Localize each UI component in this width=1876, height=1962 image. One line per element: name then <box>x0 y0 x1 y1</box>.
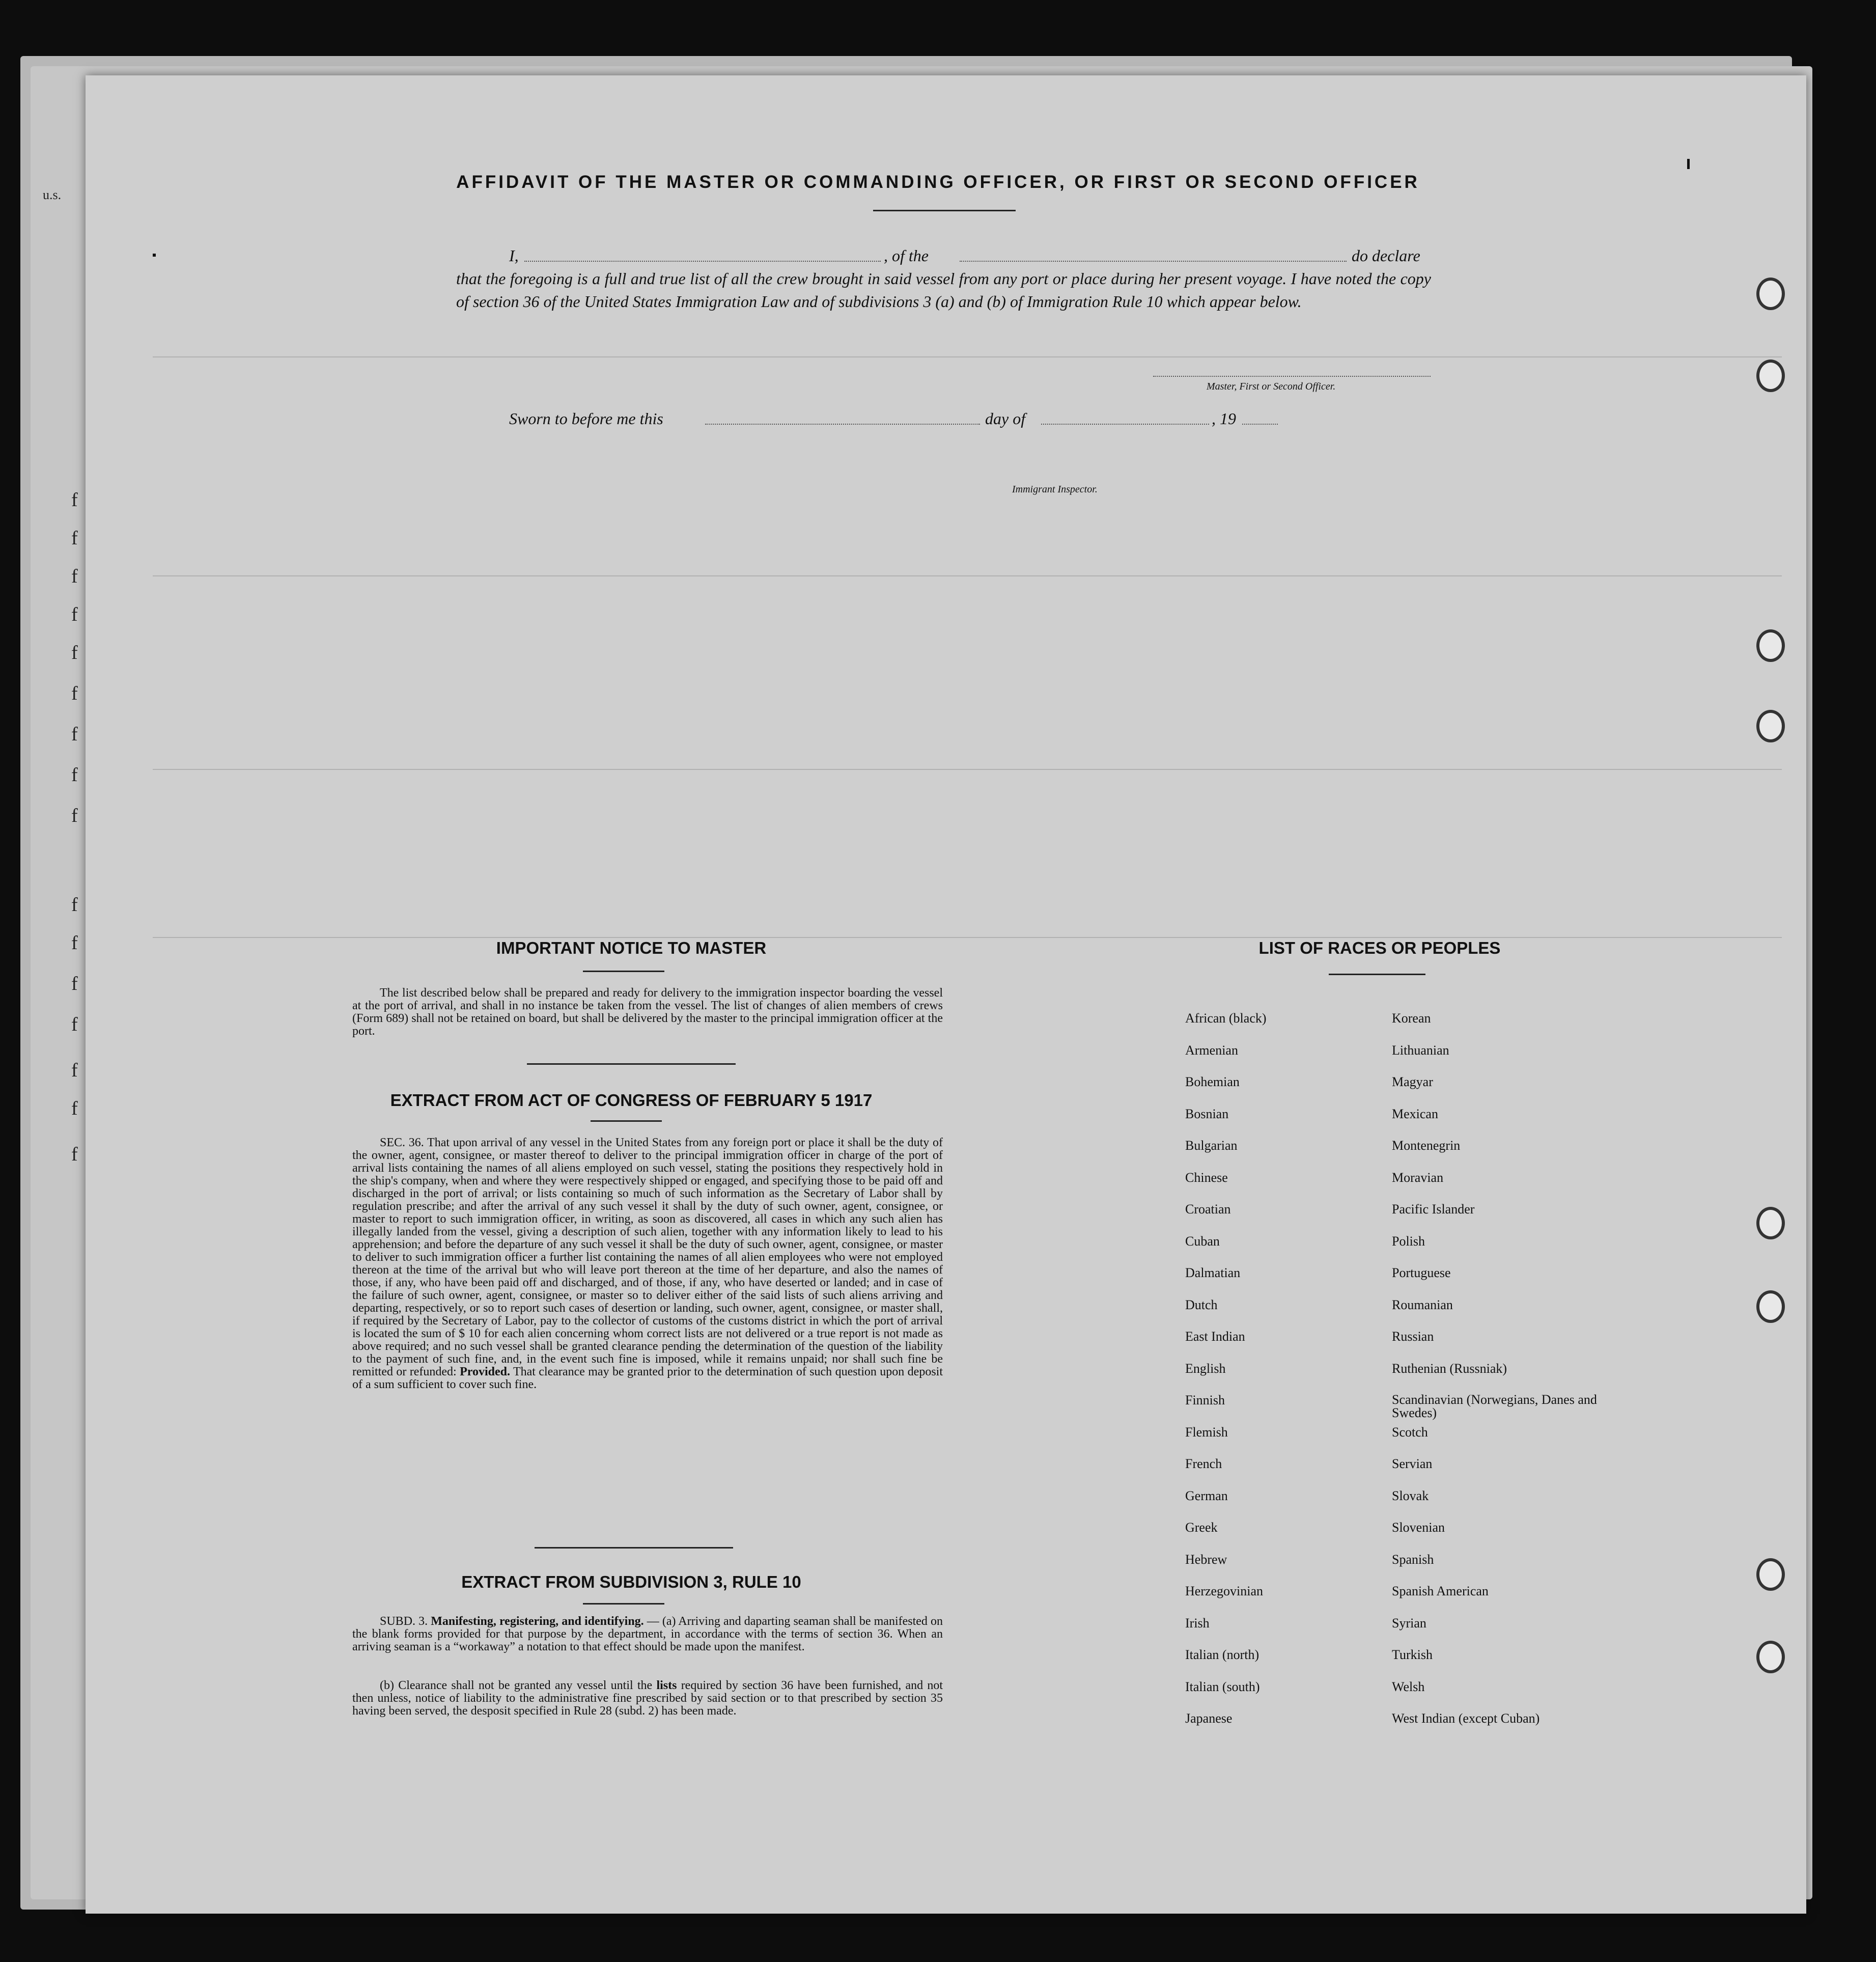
sworn-day-blank[interactable] <box>705 424 980 425</box>
bleed-line <box>153 575 1782 576</box>
subd-para-b-bold: lists <box>656 1679 677 1692</box>
race-entry: Korean <box>1392 1011 1431 1026</box>
race-entry: Italian (north) <box>1185 1647 1259 1662</box>
race-entry: Ruthenian (Russniak) <box>1392 1361 1507 1376</box>
races-rule <box>1329 974 1425 975</box>
race-entry: Armenian <box>1185 1042 1238 1058</box>
notice-title: IMPORTANT NOTICE TO MASTER <box>496 938 767 957</box>
master-signature-blank[interactable] <box>1153 376 1431 377</box>
divider <box>535 1547 733 1549</box>
binder-hole <box>1756 1290 1785 1323</box>
race-entry: Turkish <box>1392 1647 1433 1662</box>
race-entry: Lithuanian <box>1392 1042 1449 1058</box>
subd-para-b-end: required by section 36 have been furnished, and not then unless, notice of liability to the administrative fine prescribed by said section or to that prescribed by section 35 having been served, the desposit specified in Rule 28 (subd. 2) has been made. <box>352 1679 943 1718</box>
races-title: LIST OF RACES OR PEOPLES <box>1258 938 1501 957</box>
speck <box>1687 159 1690 169</box>
act-rule <box>591 1120 662 1122</box>
race-entry: German <box>1185 1488 1228 1503</box>
rule-para-a <box>352 1615 943 1653</box>
sworn-label: Sworn to before me this <box>509 409 663 428</box>
race-entry: Scandinavian (Norwegians, Danes and Swedes) <box>1392 1392 1597 1420</box>
race-entry: Moravian <box>1392 1170 1444 1185</box>
affidavit-body: that the foregoing is a full and true list of all the crew brought in said vessel from any port or place during her present voyage. I have noted the copy of section 36 of the United States Immigration Law and of subdivisions 3 (a) and (b) of Immigration Rule 10 which appear below. <box>456 269 1431 311</box>
rule-title: EXTRACT FROM SUBDIVISION 3, RULE 10 <box>461 1572 801 1591</box>
race-entry: Magyar <box>1392 1074 1433 1089</box>
race-entry: Servian <box>1392 1456 1433 1471</box>
month-blank[interactable] <box>1041 424 1209 425</box>
race-entry: West Indian (except Cuban) <box>1392 1711 1540 1726</box>
race-entry: Cuban <box>1185 1233 1220 1249</box>
year-label: , 19 <box>1212 409 1236 428</box>
subd-heading: Manifesting, registering, and identifying. <box>431 1615 644 1628</box>
edge-mark: f <box>71 566 78 587</box>
notice-body: The list described below shall be prepared and ready for delivery to the immigration inspector boarding the vessel at the port of arrival, and shall in no instance be taken from the vessel. The list of changes of alien members of crews (Form 689) shall not be retained on board, but shall be delivered by the master to the principal immigration officer at the port. <box>352 986 943 1038</box>
races-left-column <box>1185 1011 1379 1744</box>
bleed-line <box>153 769 1782 770</box>
edge-mark: f <box>71 528 78 549</box>
edge-mark: f <box>71 764 78 786</box>
race-entry: Flemish <box>1185 1424 1228 1440</box>
year-blank[interactable] <box>1242 424 1278 425</box>
day-of-label: day of <box>985 409 1026 428</box>
race-entry: Japanese <box>1185 1711 1233 1726</box>
speck <box>153 254 156 257</box>
affidavit-declare: do declare <box>1352 246 1420 265</box>
affidavit-i: I, <box>509 246 519 265</box>
title-rule <box>873 210 1016 211</box>
edge-mark: f <box>71 973 78 994</box>
edge-mark: f <box>71 642 78 664</box>
act-title: EXTRACT FROM ACT OF CONGRESS OF FEBRUARY 5 1917 <box>390 1091 873 1110</box>
binder-hole <box>1756 278 1785 310</box>
subd-para-a: — (a) Arriving and daparting seaman shall be manifested on the blank forms provided for that purpose by the department, in accordance with the terms of section 36. When an arriving seaman is a “workaway” a notation to that effect should be made upon the manifest. <box>352 1615 943 1653</box>
rule-para-b <box>352 1679 943 1718</box>
binder-hole <box>1756 1558 1785 1591</box>
bleed-line <box>153 937 1782 938</box>
affidavit-title: AFFIDAVIT OF THE MASTER OR COMMANDING OFFICER, OR FIRST OR SECOND OFFICER <box>456 172 1420 192</box>
race-entry: Spanish <box>1392 1552 1434 1567</box>
race-entry: Croatian <box>1185 1202 1231 1217</box>
race-entry: Syrian <box>1392 1615 1426 1631</box>
race-entry: Hebrew <box>1185 1552 1227 1567</box>
race-entry: Italian (south) <box>1185 1679 1260 1694</box>
affidavit-of-the: , of the <box>884 246 929 265</box>
binder-hole <box>1756 360 1785 392</box>
edge-mark: f <box>71 489 78 511</box>
edge-mark: f <box>71 805 78 826</box>
rule-rule <box>583 1603 664 1605</box>
race-entry: Pacific Islander <box>1392 1202 1475 1217</box>
edge-mark: f <box>71 604 78 625</box>
race-entry: Slovak <box>1392 1488 1429 1503</box>
act-provided: Provided. <box>460 1365 510 1378</box>
binder-hole <box>1756 1641 1785 1673</box>
edge-mark: f <box>71 932 78 954</box>
bleed-line <box>153 356 1782 357</box>
race-entry: French <box>1185 1456 1222 1471</box>
edge-mark: f <box>71 1098 78 1119</box>
race-entry: Slovenian <box>1392 1520 1445 1535</box>
race-entry: Spanish American <box>1392 1584 1489 1598</box>
act-body-end: That clearance may be granted prior to the determination of such question upon deposit of a sum sufficient to cover such fine. <box>352 1365 943 1391</box>
race-entry: Dalmatian <box>1185 1265 1241 1280</box>
notice-rule <box>583 971 664 972</box>
race-entry: English <box>1185 1361 1226 1376</box>
races-right-column <box>1392 1011 1606 1744</box>
race-entry: Irish <box>1185 1615 1210 1631</box>
race-entry: Bohemian <box>1185 1074 1240 1089</box>
race-entry: African (black) <box>1185 1011 1267 1026</box>
subd-para-b-start: (b) Clearance shall not be granted any vessel until the <box>380 1679 653 1692</box>
race-entry: Montenegrin <box>1392 1138 1461 1153</box>
edge-mark: f <box>71 724 78 745</box>
edge-mark: f <box>71 1014 78 1035</box>
binder-hole <box>1756 629 1785 662</box>
act-body <box>352 1137 943 1391</box>
race-entry: Roumanian <box>1392 1297 1453 1312</box>
edge-mark: f <box>71 1060 78 1081</box>
race-entry: Greek <box>1185 1520 1218 1535</box>
race-entry: Dutch <box>1185 1297 1218 1312</box>
race-entry: East Indian <box>1185 1329 1245 1344</box>
race-entry: Finnish <box>1185 1393 1225 1407</box>
race-entry: Herzegovinian <box>1185 1584 1264 1598</box>
edge-mark: f <box>71 1144 78 1165</box>
race-entry: Scotch <box>1392 1424 1428 1440</box>
name-blank[interactable] <box>524 261 881 262</box>
subd-label: SUBD. 3. <box>380 1615 428 1628</box>
race-entry: Mexican <box>1392 1106 1438 1121</box>
inspector-caption: Immigrant Inspector. <box>1012 484 1098 495</box>
race-entry: Bulgarian <box>1185 1138 1238 1153</box>
edge-mark: f <box>71 894 78 916</box>
act-body-text: SEC. 36. That upon arrival of any vessel in the United States from any foreign port or place it shall be the duty of the owner, agent, consignee, or master thereof to deliver to the principal immigration officer in charge of the port of arrival lists containing the names of all aliens employed on such vessel, stating the positions they respectively hold in the ship's company, when and where they were respectively shipped or engaged, and specifying those to be paid off and discharged in the port of arrival; or lists containing so much of such information as the Secretary of Labor shall by regulation prescribe; and after the arrival of any such vessel it shall by the duty of such owner, agent, consignee, or master to report to such immigration officer, in writing, as soon as discovered, all cases in which any such alien has illegally landed from the vessel, giving a description of such alien, together with any information likely to lead to his apprehension; and before the departure of any such vessel it shall be the duty of such owner, agent, consignee, or master to deliver to such immigration officer a further list containing the names of all alien employees who were not employed thereon at the time of the arrival but who will leave port thereon at the time of her departure, and also the names of those, if any, who have been paid off and discharged, and of those, if any, who have deserted or landed; and in case of the failure of such owner, agent, consignee, or master so to deliver either of the said lists of such aliens arriving and departing, respectively, or so to report such cases of desertion or landing, such owner, agent, consignee, or master shall, if required by the Secretary of Labor, pay to the collector of customs of the customs district in which the port of arrival is located the sum of $ 10 for each alien concerning whom correct lists are not delivered or a true report is not made as above required; and no such vessel shall be granted clearance pending the determination of the question of the liability to the payment of such fine, and, in the event such fine is imposed, while it remains unpaid; nor shall such fine be remitted or refunded: <box>352 1136 943 1378</box>
edge-mark: f <box>71 683 78 704</box>
race-entry: Russian <box>1392 1329 1434 1344</box>
race-entry: Bosnian <box>1185 1106 1229 1121</box>
vessel-blank[interactable] <box>960 261 1347 262</box>
race-entry: Polish <box>1392 1233 1425 1249</box>
race-entry: Welsh <box>1392 1679 1425 1694</box>
race-entry: Portuguese <box>1392 1265 1451 1280</box>
master-caption: Master, First or Second Officer. <box>1207 381 1336 392</box>
divider <box>527 1063 736 1065</box>
binder-hole <box>1756 710 1785 742</box>
binder-hole <box>1756 1207 1785 1239</box>
race-entry: Chinese <box>1185 1170 1228 1185</box>
edge-label: u.s. <box>43 187 62 202</box>
